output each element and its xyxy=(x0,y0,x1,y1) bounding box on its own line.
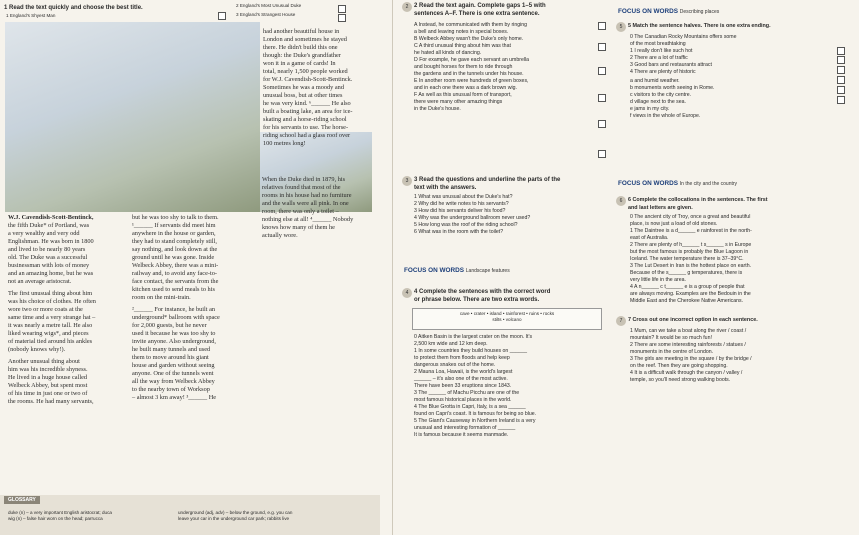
task5-box-4[interactable] xyxy=(837,86,845,94)
glossary-col-2: underground (adj, adv) – below the ground, e.g. you can leave your car in the underground car park; rabbits live xyxy=(178,510,293,522)
task5-title: 5 Match the sentence halves. There is one extra ending. xyxy=(628,23,771,29)
task5-box-0[interactable] xyxy=(837,47,845,55)
article-column-1: W.J. Cavendish-Scott-Bentinck, the fifth Duke* of Portland, was a very wealthy and very odd Englishman. He was born in 1800 and lived to be nearly 80 years old. The Duke was a successful businessman with lots of money and an amazing home, but he was not an average aristocrat. The first unusual thing about him was his choice of clothes. He often wore two or more coats at the same time and a very strange hat – it was nearly a metre tall. He also liked wearing wigs*, and pieces of material tied around his ankles (nobody knows why!). Another unusual thing about him was his incredible shyness. He lived in a huge house called Welbeck Abbey, but spent most of his time in just one or two of the rooms. He had many servants, xyxy=(8,214,96,405)
task2-box-f[interactable] xyxy=(598,150,606,158)
task7-sentences: 1 Mum, can we take a boat along the river / coast / mountain? It would be so much fun! 2 There are some interesting rainforests / statues / monuments in the centre of London. 3 The girls are meeting in the square / by the bridge / on the reef. Then they are going shopping. 4 It is a difficult walk through the canyon / valley / temple, so you'll need strong walking boots. xyxy=(630,328,752,383)
task4-title: 4 Complete the sentences with the correct word or phrase below. There are two extra words. xyxy=(414,289,551,303)
task3-title: 3 Read the questions and underline the parts of the text with the answers. xyxy=(414,177,561,191)
task2-box-d[interactable] xyxy=(598,94,606,102)
article-column-3: When the Duke died in 1879, his relatives found that most of the rooms in his house had no furniture and the walls were all pink. In one room, there was only a toilet – nothing else at all! ⁴______ Nobody knows how many of them he actually wore. xyxy=(262,176,354,239)
task1-checkbox-2[interactable] xyxy=(338,5,346,13)
task1-option-3: 3 England's Strangest House xyxy=(236,12,296,17)
task1-option-1: 1 England's Shyest Man xyxy=(6,13,56,18)
task5-right-endings: a and humid weather. b monuments worth seeing in Rome. c visitors to the city centre. d village next to the sea. e jams in my city. f views in the whole of Europe. xyxy=(630,78,715,119)
task7-title: 7 Cross out one incorrect option in each sentence. xyxy=(628,317,758,323)
task5-box-3[interactable] xyxy=(837,76,845,84)
task4-sentences: 0 Aitken Basin is the largest crater on the moon. It's 2,500 km wide and 12 km deep. 1 In some countries they build houses on ______ to protect them from floods and help keep dangerous snakes out of the home. 2 Mauna Loa, Hawaii, is the world's largest ______ – it's also one of the most active. There have been 33 eruptions since 1843. 3 The ______ of Machu Picchu are one of the most famous historical places in the world. 4 The Blue Grotta in Capri, Italy, is a sea ______ found on Capri's coast. It is famous for being so blue. 5 The Giant's Causeway in Northern Ireland is a very unusual and interesting formation of ______ It is famous because it seems manmade. xyxy=(414,334,537,438)
task1-title: 1 Read the text quickly and choose the best title. xyxy=(4,5,143,11)
task2-sentences: A Instead, he communicated with them by ringing a bell and leaving notes in special boxes. B Welbeck Abbey wasn't the Duke's only home. C A third unusual thing about him was that he hated all kinds of dancing. D For example, he gave each servant an umbrella and bought horses for them to ride through the gardens and in the tunnels under his house. E In another room were hundreds of green boxes, and in each one there was a dark brown wig. F As well as this unusual form of transport, there were many other amazing things in the Duke's house. xyxy=(414,22,530,112)
article-column-2: but he was too shy to talk to them. ¹______ If servants did meet him anywhere in the house or garden, they had to stand completely still, say nothing, and look down at the ground until he was gone. Inside Welbeck Abbey, there was a mini- railway and, to avoid any face-to- face contact, the servants from the kitchen used to send meals to his room on the mini-train. ²______ For instance, he built an underground* ballroom with space for 2,000 guests, but he never used it because he was too shy to invite anyone. Also underground, he built many tunnels and used them to move around his giant house and garden without seeing anyone. One of the tunnels went all the way from Welbeck Abbey to the nearby town of Worksop – almost 3 km away! ³______ He xyxy=(132,214,220,401)
task6-number-badge: 6 xyxy=(616,196,626,206)
task5-box-5[interactable] xyxy=(837,96,845,104)
task1-checkbox-1[interactable] xyxy=(218,12,226,20)
task2-box-a[interactable] xyxy=(598,22,606,30)
task4-number-badge: 4 xyxy=(402,288,412,298)
task2-box-c[interactable] xyxy=(598,67,606,75)
task2-title: 2 Read the text again. Complete gaps 1–5 with sentences A–F. There is one extra sentence. xyxy=(414,3,546,17)
task2-number-badge: 2 xyxy=(402,2,412,12)
task5-box-2[interactable] xyxy=(837,66,845,74)
focus-describing-header: FOCUS ON WORDS Describing places xyxy=(618,8,720,15)
task1-option-2: 2 England's Most Unusual Duke xyxy=(236,3,302,8)
task5-number-badge: 5 xyxy=(616,22,626,32)
task4-word-box: cave • crater • island • rainforest • ruins • rocks stilts • volcano xyxy=(412,308,602,330)
glossary-tag: GLOSSARY xyxy=(4,496,40,504)
task6-sentences: 0 The ancient city of Troy, once a great and beautiful place, is now just a load of old stones. 1 The Daintree is a d______ e rainforest in the north- east of Australia. 2 There are plenty of h______ t s______ s in Europe but the most famous is probably the Blue Lagoon in Iceland. The water temperature there is 37–39°C. 3 The Lut Desert in Iran is the hottest place on earth. Because of the s______ g temperatures, there is very little life in the area. 4 A n______ c t______ e is a group of people that are always moving. Examples are the Bedouin in the Middle East and the Cherokee Native Americans. xyxy=(630,214,752,304)
task1-checkbox-3[interactable] xyxy=(338,14,346,22)
task5-box-1[interactable] xyxy=(837,56,845,64)
task6-title: 6 Complete the collocations in the sentences. The first and last letters are given. xyxy=(628,197,768,211)
page-gutter xyxy=(392,0,393,535)
task3-number-badge: 3 xyxy=(402,176,412,186)
task2-box-b[interactable] xyxy=(598,43,606,51)
article-top-right-column: had another beautiful house in London and sometimes he stayed there. He didn't build this one though: the Duke's grandfather won it in a game of cards! In total, nearly 1,500 people worked for W.J. Cavendish-Scott-Bentinck. Sometimes he was a moody and unusual boss, but at other times he was very kind. ⁶______ He also built a boating lake, an area for ice- skating and a horse-riding school for his servants to use. The horse- riding school had a glass roof over 100 metres long! xyxy=(263,28,353,147)
glossary-col-1: duke (n) – a very important English aristocrat; duca wig (n) – false hair worn on the head; parrucca xyxy=(8,510,112,522)
task3-questions: 1 What was unusual about the Duke's hat? 2 Why did he write notes to his servants? 3 How did his servants deliver his food? 4 Why was the underground ballroom never used? 5 How long was the roof of the riding school? 6 What was in the room with the toilet? xyxy=(414,194,531,235)
focus-landscape-header: FOCUS ON WORDS Landscape features xyxy=(404,267,510,274)
focus-city-header: FOCUS ON WORDS In the city and the country xyxy=(618,180,738,187)
task2-box-e[interactable] xyxy=(598,120,606,128)
article-heading: W.J. Cavendish-Scott-Bentinck, xyxy=(8,214,94,221)
welbeck-abbey-photo xyxy=(5,22,260,212)
task5-left-halves: 0 The Canadian Rocky Mountains offers some of the most breathtaking 1 I really don't like such hot 2 There are a lot of traffic 3 Good bars and restaurants attract 4 There are plenty of historic xyxy=(630,34,737,75)
task7-number-badge: 7 xyxy=(616,316,626,326)
